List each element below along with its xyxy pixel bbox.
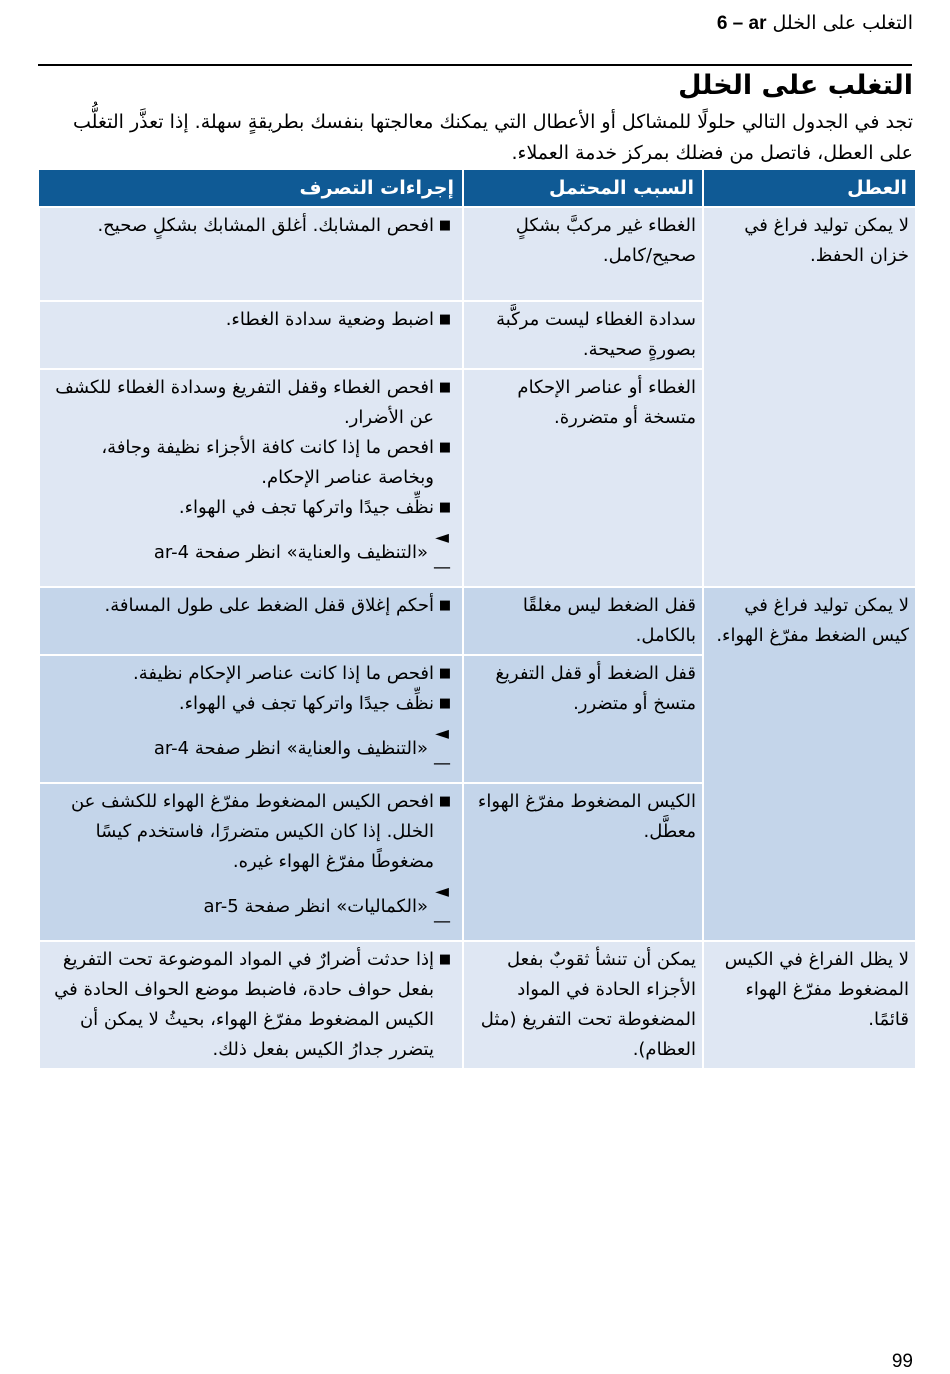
table-header-row: [39, 170, 915, 207]
action-text: افحص المشابك. أغلق المشابك بشكلٍ صحيح.: [97, 215, 434, 236]
square-bullet-icon: ■: [438, 440, 452, 455]
table-row: [39, 941, 915, 1068]
cause-cell: قفل الضغط أو قفل التفريغ متسخ أو متضرر.: [463, 655, 703, 783]
header-rule: [38, 64, 912, 66]
running-header: [691, 12, 913, 35]
cause-cell: يمكن أن تنشأ ثقوبٌ بفعل الأجزاء الحادة في المواد المضغوطة تحت التفريغ (مثل العظام).: [463, 941, 703, 1068]
action-cell: [39, 783, 463, 941]
fault-cell: لا يمكن توليد فراغ في كيس الضغط مفرّغ الهواء.: [703, 587, 915, 941]
action-cell: [39, 207, 463, 301]
action-text: إذا حدثت أضرارٌ في المواد الموضوعة تحت التفريغ بفعل حواف حادة، فاضبط موضع الحواف الحادة في الكيس المضغوط مفرّغ الهواء، بحيثُ لا يمكن أن يتضرر جدارُ الكيس بفعل ذلك.: [54, 949, 434, 1060]
table-row: [39, 207, 915, 301]
action-item: [48, 305, 456, 335]
cross-reference: [48, 719, 456, 779]
square-bullet-icon: ■: [438, 312, 452, 327]
action-cell: [39, 941, 463, 1068]
page-title: التغلب على الخلل: [678, 70, 913, 101]
running-header-page-tag: 6 – ar: [716, 13, 767, 34]
column-header-cause: السبب المحتمل: [463, 170, 703, 207]
cause-cell: الكيس المضغوط مفرّغ الهواء معطَّل.: [463, 783, 703, 941]
square-bullet-icon: ■: [438, 696, 452, 711]
reference-link-text[interactable]: «التنظيف والعناية» انظر صفحة ar-4: [153, 738, 428, 759]
left-arrow-icon: ◄—: [433, 527, 451, 578]
cause-cell: قفل الضغط ليس مغلقًا بالكامل.: [463, 587, 703, 655]
reference-link-text[interactable]: «الكماليات» انظر صفحة ar-5: [203, 896, 428, 917]
action-item: [48, 945, 456, 1065]
fault-cell: لا يظل الفراغ في الكيس المضغوط مفرّغ الهواء قائمًا.: [703, 941, 915, 1068]
square-bullet-icon: ■: [438, 218, 452, 233]
square-bullet-icon: ■: [438, 598, 452, 613]
action-text: افحص ما إذا كانت عناصر الإحكام نظيفة.: [132, 663, 434, 684]
action-item: [48, 373, 456, 433]
square-bullet-icon: ■: [438, 380, 452, 395]
fault-cell: لا يمكن توليد فراغ في خزان الحفظ.: [703, 207, 915, 587]
column-header-action: إجراءات التصرف: [39, 170, 463, 207]
action-text: افحص الغطاء وقفل التفريغ وسدادة الغطاء للكشف عن الأضرار.: [55, 377, 434, 428]
cause-cell: سدادة الغطاء ليست مركَّبة بصورةٍ صحيحة.: [463, 301, 703, 369]
action-item: [48, 787, 456, 877]
page-number: 99: [891, 1351, 913, 1372]
troubleshooting-table: [38, 170, 915, 1068]
left-arrow-icon: ◄—: [433, 723, 451, 774]
square-bullet-icon: ■: [438, 666, 452, 681]
action-item: [48, 211, 456, 241]
action-item: [48, 659, 456, 689]
action-text: أحكم إغلاق قفل الضغط على طول المسافة.: [104, 595, 434, 616]
square-bullet-icon: ■: [438, 794, 452, 809]
action-item: [48, 433, 456, 493]
intro-paragraph: تجد في الجدول التالي حلولًا للمشاكل أو الأعطال التي يمكنك معالجتها بنفسك بطريقةٍ سهلة. إذا تعذَّر التغلُّب على العطل، فاتصل من فضلك بمركز خدمة العملاء.: [73, 111, 913, 164]
cross-reference: [48, 877, 456, 937]
action-cell: [39, 369, 463, 587]
square-bullet-icon: ■: [438, 952, 452, 967]
action-cell: [39, 301, 463, 369]
reference-link-text[interactable]: «التنظيف والعناية» انظر صفحة ar-4: [153, 542, 428, 563]
table-row: [39, 587, 915, 655]
action-text: افحص الكيس المضغوط مفرّغ الهواء للكشف عن الخلل. إذا كان الكيس متضررًا، فاستخدم كيسًا مضغوطًا مفرّغ الهواء غيره.: [70, 791, 434, 872]
action-cell: [39, 587, 463, 655]
action-text: نظِّف جيدًا واتركها تجف في الهواء.: [178, 497, 434, 518]
action-item: [48, 591, 456, 621]
action-text: نظِّف جيدًا واتركها تجف في الهواء.: [178, 693, 434, 714]
cross-reference: [48, 523, 456, 583]
cause-cell: الغطاء غير مركبَّ بشكلٍ صحيح/كامل.: [463, 207, 703, 301]
action-text: افحص ما إذا كانت كافة الأجزاء نظيفة وجافة، وبخاصة عناصر الإحكام.: [101, 437, 434, 488]
column-header-fault: العطل: [703, 170, 915, 207]
cause-cell: الغطاء أو عناصر الإحكام متسخة أو متضررة.: [463, 369, 703, 587]
action-item: [48, 493, 456, 523]
action-text: اضبط وضعية سدادة الغطاء.: [225, 309, 434, 330]
action-cell: [39, 655, 463, 783]
left-arrow-icon: ◄—: [433, 881, 451, 932]
square-bullet-icon: ■: [438, 500, 452, 515]
action-item: [48, 689, 456, 719]
running-header-section: التغلب على الخلل: [772, 12, 913, 34]
